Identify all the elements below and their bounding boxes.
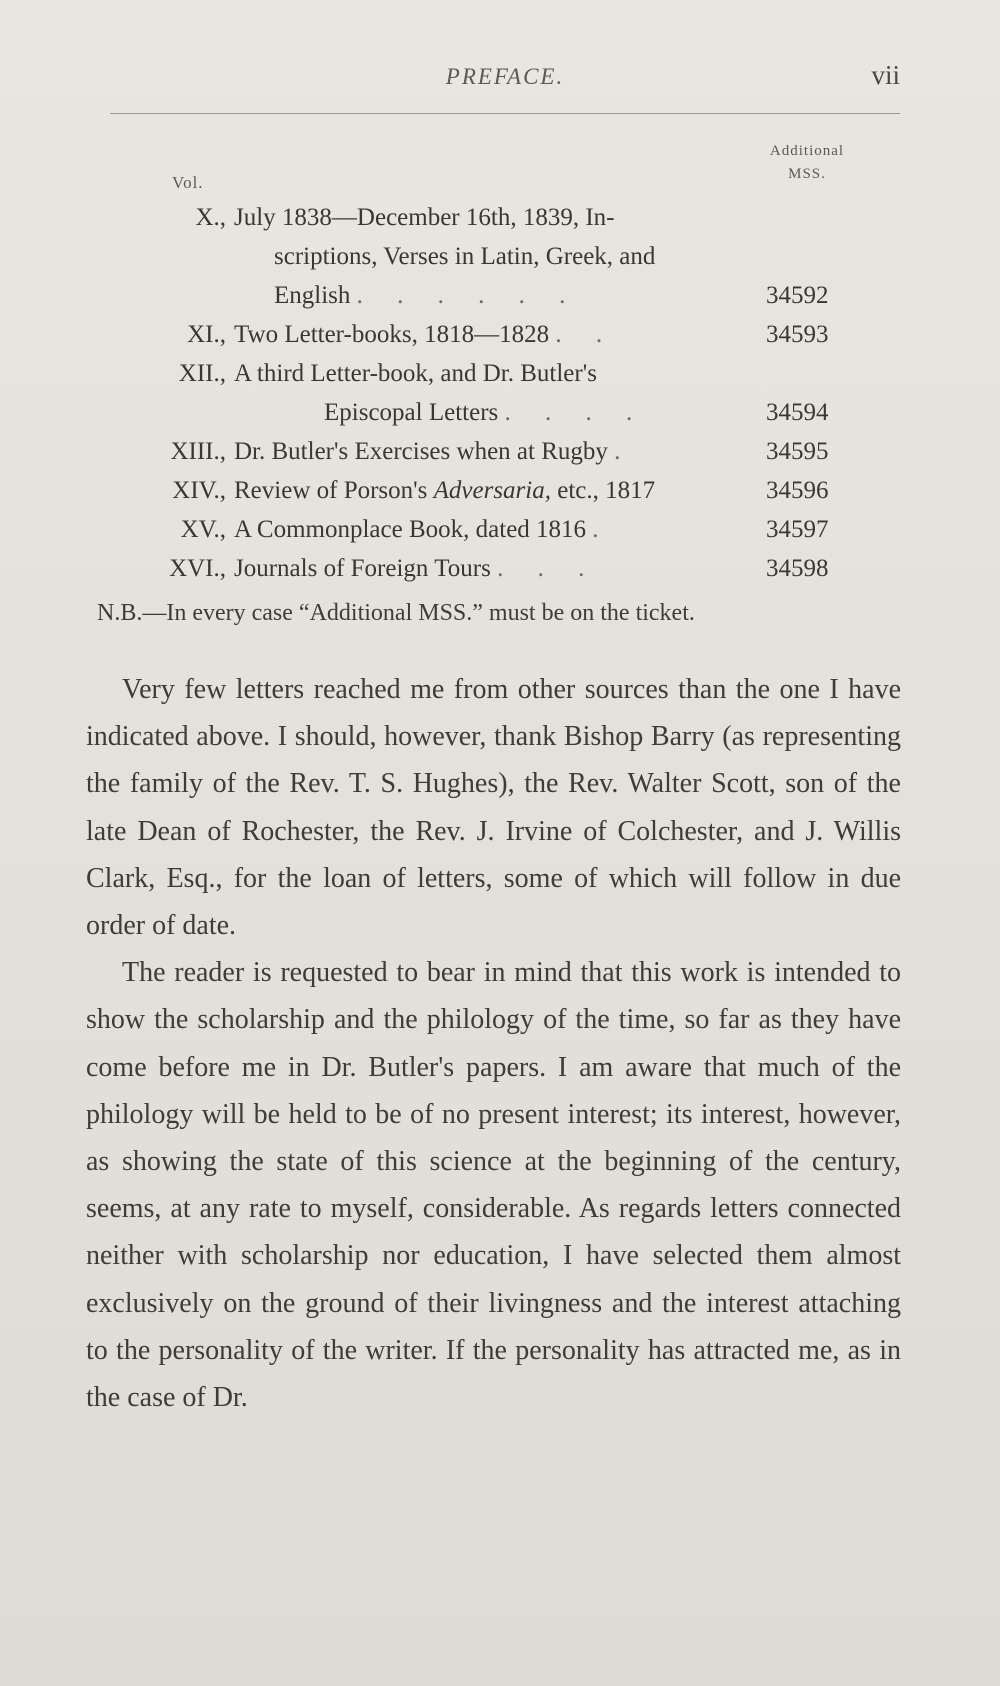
- table-row: [110, 510, 900, 549]
- description-text: A Commonplace Book, dated 1816: [234, 516, 587, 543]
- manuscript-table: [110, 198, 900, 588]
- description-line: [234, 393, 844, 432]
- description-text: Episcopal Letters: [324, 399, 499, 426]
- mss-number: 34598: [766, 555, 829, 582]
- description-line: [234, 315, 844, 354]
- description-line: [234, 510, 844, 549]
- dot-leader: . .: [555, 321, 617, 348]
- volume-description: [234, 315, 844, 354]
- description-line: [234, 276, 844, 315]
- description-line: scriptions, Verses in Latin, Greek, and: [274, 243, 656, 270]
- table-row: [110, 198, 900, 315]
- description-text: etc., 1817: [551, 477, 656, 504]
- mss-number: 34596: [766, 477, 829, 504]
- mss-number: 34594: [766, 399, 829, 426]
- volume-description: [234, 471, 844, 510]
- volume-number: XII.,: [178, 360, 226, 387]
- dot-leader: . . . .: [504, 399, 647, 426]
- mss-number: 34592: [766, 282, 829, 309]
- mss-column-header: [742, 140, 872, 186]
- table-row: [110, 471, 900, 510]
- paragraph: Very few letters reached me from other sources than the one I have indicated above. I should, however, thank Bishop Barry (as representing the family of the Rev. T. S. Hughes), the Rev. Walter Scott, son of the late Dean of Rochester, the Rev. J. Irvine of Colchester, and J. Willis Clark, Esq., for the loan of letters, some of which will follow in due order of date.: [86, 674, 901, 942]
- header-rule: [110, 113, 900, 114]
- volume-number: X.,: [195, 204, 226, 231]
- adversaria-title: Adversaria,: [433, 477, 551, 504]
- running-head-title: PREFACE.: [445, 64, 565, 89]
- mss-number: 34597: [766, 516, 829, 543]
- dot-leader: . . .: [497, 555, 599, 582]
- table-row: [110, 549, 900, 588]
- nota-bene-note: N.B.—In every case “Additional MSS.” must be on the ticket.: [97, 600, 695, 626]
- description-text: Review of Porson's: [234, 477, 434, 504]
- description-line: [234, 549, 844, 588]
- volume-number: XIII.,: [170, 438, 226, 465]
- description-text: Dr. Butler's Exercises when at Rugby: [234, 438, 608, 465]
- dot-leader: .: [614, 438, 635, 465]
- volume-column-header: Vol.: [172, 173, 204, 192]
- volume-number: XIV.,: [172, 477, 226, 504]
- table-row: [110, 432, 900, 471]
- volume-description: [234, 432, 844, 471]
- table-row: [110, 315, 900, 354]
- volume-description: [234, 198, 844, 315]
- description-text: Journals of Foreign Tours: [234, 555, 491, 582]
- mss-number: 34593: [766, 321, 829, 348]
- table-row: [110, 354, 900, 432]
- volume-number: XV.,: [180, 516, 226, 543]
- running-head: [110, 56, 900, 96]
- volume-description: [234, 510, 844, 549]
- dot-leader: .: [592, 516, 613, 543]
- volume-number: XVI.,: [169, 555, 226, 582]
- description-text: English: [274, 282, 351, 309]
- description-line: [234, 471, 844, 510]
- description-line: A third Letter-book, and Dr. Butler's: [234, 360, 597, 387]
- mss-number: 34595: [766, 438, 829, 465]
- page-number: vii: [871, 60, 900, 90]
- volume-description: [234, 354, 844, 432]
- dot-leader: . . . . . .: [356, 282, 580, 309]
- preface-body: [86, 666, 901, 1421]
- mss-header-line1: Additional: [769, 143, 845, 159]
- description-line: [234, 432, 844, 471]
- mss-header-line2: MSS.: [788, 166, 826, 182]
- volume-number: XI.,: [187, 321, 226, 348]
- volume-description: [234, 549, 844, 588]
- paragraph: The reader is requested to bear in mind that this work is intended to show the scholarship and the philology of the time, so far as they have come before me in Dr. Butler's papers. I am aware that much of the philology will be held to be of no present interest; its interest, however, as showing the state of this science at the beginning of the century, seems, at any rate to myself, considerable. As regards letters connected neither with scholarship nor education, I have selected them almost exclusively on the ground of their livingness and the interest attaching to the personality of the writer. If the personality has attracted me, as in the case of Dr.: [86, 957, 901, 1414]
- description-line: July 1838—December 16th, 1839, In-: [234, 204, 615, 231]
- description-text: Two Letter-books, 1818—1828: [234, 321, 550, 348]
